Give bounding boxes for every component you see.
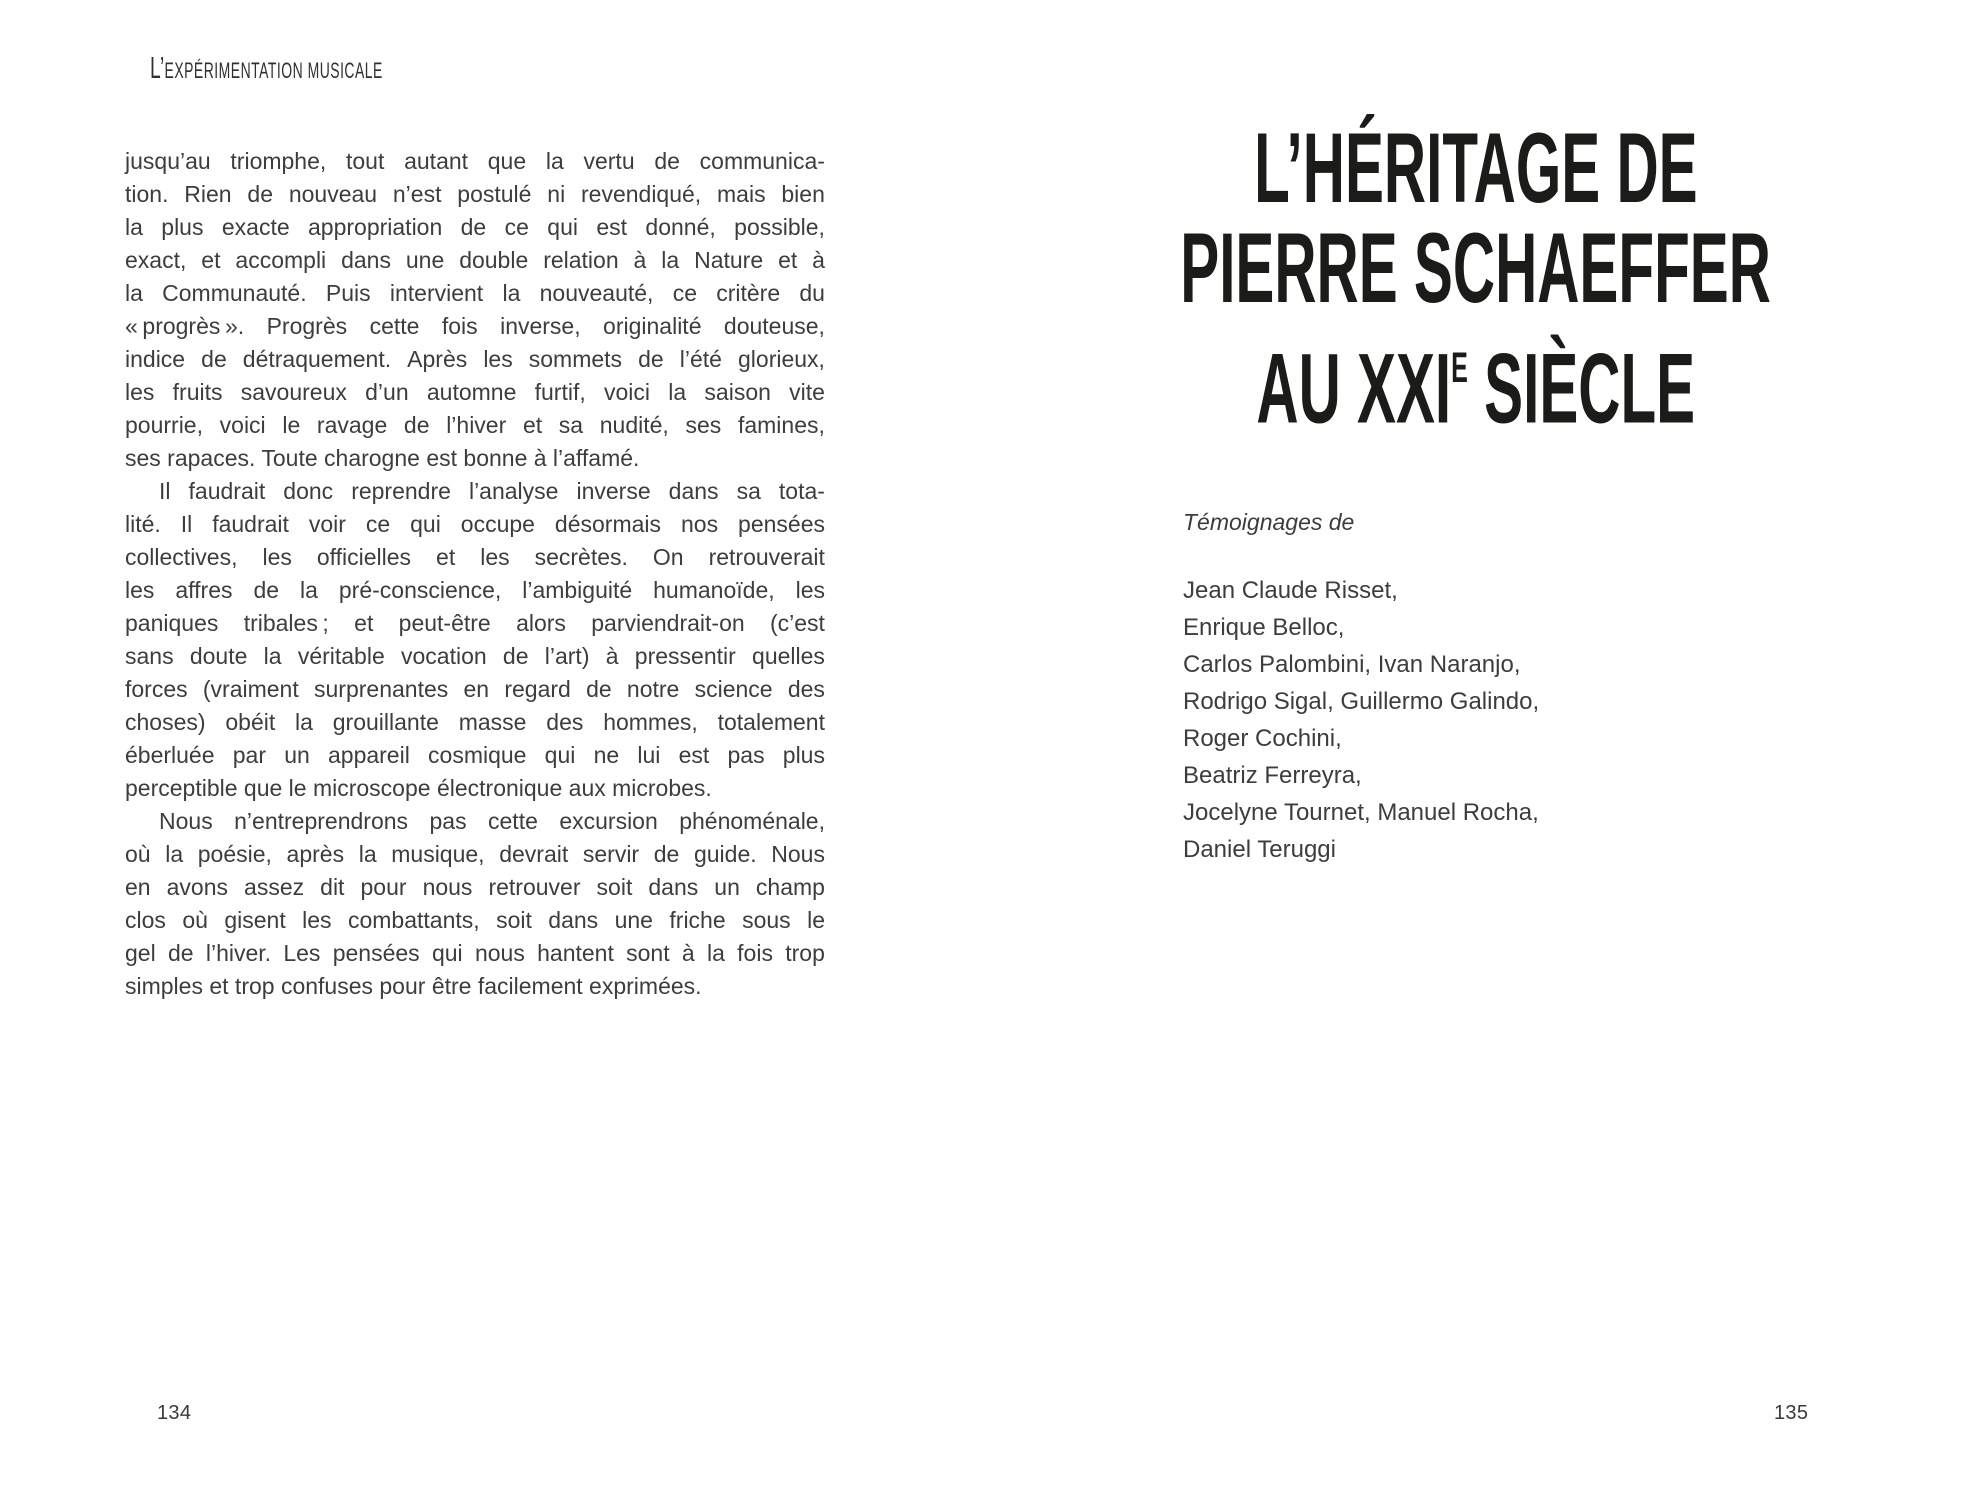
body-text-line: ses rapaces. Toute charogne est bonne à l’affamé.: [125, 445, 640, 471]
chapter-title-line-3-end: SIÈCLE: [1468, 332, 1696, 444]
witness-name: Carlos Palombini, Ivan Naranjo,: [1183, 651, 1521, 678]
body-text-line: exact, et accompli dans une double relation à la Nature et à: [125, 247, 825, 273]
body-text-line: sans doute la véritable vocation de l’art) à pressentir quelles: [125, 643, 825, 669]
body-text-line: choses) obéit la grouillante masse des hommes, totalement: [125, 709, 825, 735]
body-text-line: en avons assez dit pour nous retrouver soit dans un champ: [125, 874, 825, 900]
body-text: [125, 145, 825, 1003]
body-text-line: tion. Rien de nouveau n’est postulé ni revendiqué, mais bien: [125, 181, 825, 207]
body-text-line: paniques tribales ; et peut-être alors parviendrait-on (c’est: [125, 610, 825, 636]
body-text-line: les affres de la pré-conscience, l’ambiguité humanoïde, les: [125, 577, 825, 603]
body-text-line: gel de l’hiver. Les pensées qui nous hantent sont à la fois trop: [125, 940, 825, 966]
witness-name: Rodrigo Sigal, Guillermo Galindo,: [1183, 688, 1540, 715]
ordinal-superscript: E: [1451, 344, 1469, 392]
page-number-left: 134: [157, 1402, 192, 1424]
body-text-line: indice de détraquement. Après les sommets de l’été glorieux,: [125, 346, 825, 372]
body-text-line: où la poésie, après la musique, devrait servir de guide. Nous: [125, 841, 825, 867]
running-header-initial: L’: [150, 50, 165, 85]
body-text-line: Nous n’entreprendrons pas cette excursion phénoménale,: [159, 808, 825, 834]
body-text-line: lité. Il faudrait voir ce qui occupe désormais nos pensées: [125, 511, 825, 537]
witness-name: Jean Claude Risset,: [1183, 577, 1398, 604]
witness-name: Roger Cochini,: [1183, 725, 1342, 752]
running-header-text: EXPÉRIMENTATION MUSICALE: [164, 58, 383, 83]
chapter-title-line-3: [1256, 318, 1696, 444]
body-text-line: les fruits savoureux d’un automne furtif, voici la saison vite: [125, 379, 825, 405]
body-text-line: la Communauté. Puis intervient la nouveauté, ce critère du: [125, 280, 825, 306]
body-text-line: jusqu’au triomphe, tout autant que la vertu de communica-: [125, 148, 825, 174]
chapter-title-line-1: L’HÉRITAGE DE: [1254, 112, 1698, 223]
chapter-title-line-3-text: AU XXI: [1256, 332, 1452, 444]
body-text-line: « progrès ». Progrès cette fois inverse, originalité douteuse,: [125, 313, 825, 339]
names-list: [1183, 572, 1539, 868]
body-text-line: pourrie, voici le ravage de l’hiver et sa nudité, ses famines,: [125, 412, 825, 438]
body-text-line: forces (vraiment surprenantes en regard de notre science des: [125, 676, 825, 702]
chapter-title: [984, 112, 1968, 444]
witness-name: Beatriz Ferreyra,: [1183, 762, 1362, 789]
witness-name: Jocelyne Tournet, Manuel Rocha,: [1183, 799, 1539, 826]
chapter-title-line-2: PIERRE SCHAEFFER: [1180, 212, 1772, 323]
subtitle-temoignages: Témoignages de: [1183, 509, 1355, 535]
page-number-right: 135: [1774, 1402, 1809, 1424]
body-text-line: Il faudrait donc reprendre l’analyse inverse dans sa tota-: [159, 478, 825, 504]
body-text-line: clos où gisent les combattants, soit dans une friche sous le: [125, 907, 825, 933]
running-header: [150, 50, 383, 86]
witness-name: Daniel Teruggi: [1183, 836, 1336, 863]
body-text-line: perceptible que le microscope électronique aux microbes.: [125, 775, 712, 801]
body-text-line: éberluée par un appareil cosmique qui ne lui est pas plus: [125, 742, 825, 768]
body-text-line: collectives, les officielles et les secrètes. On retrouverait: [125, 544, 825, 570]
witness-name: Enrique Belloc,: [1183, 614, 1345, 641]
body-text-line: simples et trop confuses pour être facilement exprimées.: [125, 973, 702, 999]
body-text-line: la plus exacte appropriation de ce qui est donné, possible,: [125, 214, 825, 240]
